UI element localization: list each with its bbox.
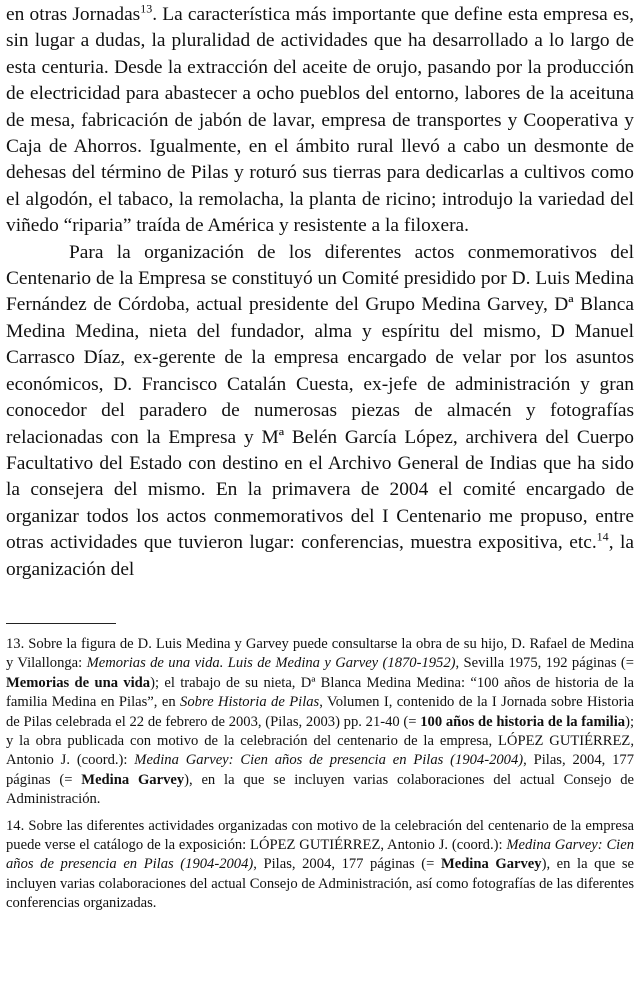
- body-text: [6, 2, 634, 583]
- paragraph-2: Para la organización de los diferentes actos conmemorativos del Centenario de la Empresa se constituyó un Comité presidido por D. Luis Medina Fernández de Córdoba, actual presidente del Grupo Medina Garvey, Dª Blanca Medina Medina, nieta del fundador, alma y espíritu del mismo, D Manuel Carrasco Díaz, ex-gerente de la empresa encargado de velar por los asuntos económicos, D. Francisco Catalán Cuesta, ex-jefe de administración y gran conocedor del paradero de numerosas piezas de almacén y fotografías relacionadas con la Empresa y Mª Belén García López, archivera del Cuerpo Facultativo del Estado con destino en el Archivo General de Indias que ha sido la consejera del mismo. En la primavera de 2004 el comité encargado de organizar todos los actos conmemorativos del I Centenario me propuso, entre otras actividades que tuvieron lugar: conferencias, muestra expositiva, etc.$^{14}$, la organización del: [6, 241, 634, 580]
- paragraph-1: en otras Jornadas$^{13}$. La característica más importante que define esta empresa es, sin lugar a dudas, la pluralidad de actividades que ha desarrollado a lo largo de esta centuria. Desde la extracción del aceite de orujo, pasando por la producción de electricidad para abastecer a ocho pueblos del entorno, labores de la aceituna de mesa, fabricación de jabón de lavar, empresa de transportes y Cooperativa y Caja de Ahorros. Igualmente, en el ámbito rural llevó a cabo un desmonte de dehesas del término de Pilas y roturó sus tierras para dedicarlas a cultivos como el algodón, el tabaco, la remolacha, la planta de ricino; introdujo la variedad del viñedo “riparia” traída de América y resistente a la filoxera.: [6, 1, 634, 237]
- footnote-14: 14. Sobre las diferentes actividades organizadas con motivo de la celebración del centenario de la empresa puede verse el catálogo de la exposición: LÓPEZ GUTIÉRREZ, Antonio J. (coord.): Medina Garvey: Cien años de presencia en Pilas (1904-2004), Pilas, 2004, 177 páginas (= Medina Garvey), en la que se incluyen varias colaboraciones del actual Consejo de Administración, así como fotografías de las diferentes conferencias organizadas.: [6, 817, 635, 912]
- document-page: [6, 2, 634, 921]
- footnotes: [6, 635, 634, 914]
- footnote-separator: [6, 623, 116, 624]
- footnote-13: 13. Sobre la figura de D. Luis Medina y Garvey puede consultarse la obra de su hijo, D. Rafael de Medina y Vilallonga: Memorias de una vida. Luis de Medina y Garvey (1870-1952), Sevilla 1975, 192 páginas (= Memorias de una vida); el trabajo de su nieta, Dª Blanca Medina Medina: “100 años de historia de la familia Medina en Pilas”, en Sobre Historia de Pilas, Volumen I, contenido de la I Jornada sobre Historia de Pilas celebrada el 22 de febrero de 2003, (Pilas, 2003) pp. 21-40 (= 100 años de historia de la familia); y la obra publicada con motivo de la celebración del centenario de la empresa, LÓPEZ GUTIÉRREZ, Antonio J. (coord.): Medina Garvey: Cien años de presencia en Pilas (1904-2004), Pilas, 2004, 177 páginas (= Medina Garvey), en la que se incluyen varias colaboraciones del actual Consejo de Administración.: [6, 635, 635, 808]
- footnote-ref-14: 14: [596, 529, 609, 544]
- footnote-ref-13: 13: [140, 1, 153, 16]
